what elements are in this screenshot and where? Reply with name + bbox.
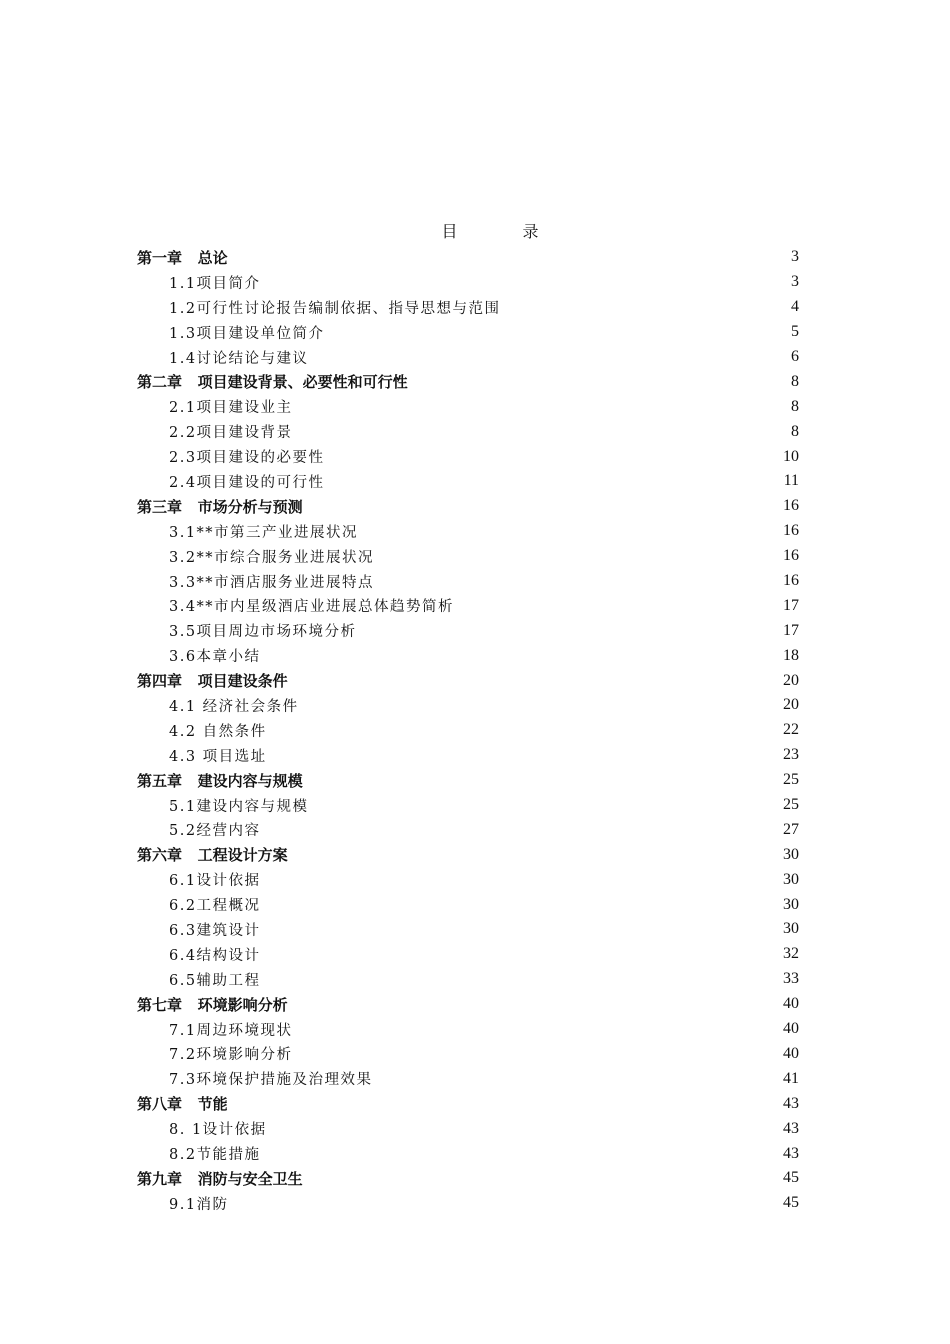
toc-section-entry[interactable]: [137, 593, 799, 618]
toc-entry-page-number: 25: [783, 796, 799, 814]
toc-chapter-entry[interactable]: [137, 668, 799, 693]
toc-section-entry[interactable]: [137, 270, 799, 295]
toc-entry-title: 5.1建设内容与规模: [169, 798, 309, 815]
toc-entry-page-number: 10: [783, 447, 799, 465]
toc-entry-page-number: 16: [783, 522, 799, 540]
toc-section-entry[interactable]: [137, 295, 799, 320]
toc-entry-title: 6.5辅助工程: [169, 972, 261, 989]
toc-entry-page-number: 20: [783, 696, 799, 714]
toc-entry-page-number: 32: [783, 945, 799, 963]
toc-section-entry[interactable]: [137, 967, 799, 992]
toc-entry-title: 5.2经营内容: [169, 823, 261, 840]
toc-entry-title: 3.2**市综合服务业进展状况: [169, 549, 375, 566]
toc-entry-page-number: 30: [783, 845, 799, 863]
toc-entry-title: 3.5项目周边市场环境分析: [169, 624, 357, 641]
toc-entry-page-number: 25: [783, 771, 799, 789]
toc-entry-page-number: 6: [791, 348, 799, 365]
toc-entry-title: 2.4项目建设的可行性: [169, 474, 325, 491]
toc-entry-title: 3.3**市酒店服务业进展特点: [169, 574, 375, 591]
toc-entry-title: 9.1消防: [169, 1196, 229, 1213]
toc-chapter-entry[interactable]: [137, 768, 799, 793]
toc-entry-page-number: 30: [783, 920, 799, 938]
toc-entry-title: 6.1设计依据: [169, 873, 261, 890]
toc-section-entry[interactable]: [137, 1017, 799, 1042]
toc-section-entry[interactable]: [137, 320, 799, 345]
toc-entry-title: 第九章 消防与安全卫生: [137, 1169, 303, 1188]
toc-entry-title: 第六章 工程设计方案: [137, 846, 288, 865]
toc-section-entry[interactable]: [137, 618, 799, 643]
toc-section-entry[interactable]: [137, 544, 799, 569]
toc-entry-title: 1.4讨论结论与建议: [169, 350, 309, 367]
toc-entry-title: 1.1项目简介: [169, 275, 261, 292]
toc-title: 目 录: [441, 222, 569, 241]
toc-section-entry[interactable]: [137, 793, 799, 818]
toc-entry-page-number: 43: [783, 1094, 799, 1112]
toc-section-entry[interactable]: [137, 469, 799, 494]
toc-entry-page-number: 30: [783, 895, 799, 913]
toc-entry-title: 2.2项目建设背景: [169, 425, 293, 442]
toc-chapter-entry[interactable]: [137, 1166, 799, 1191]
toc-entry-title: 第三章 市场分析与预测: [137, 497, 303, 516]
toc-entry-title: 1.3项目建设单位简介: [169, 325, 325, 342]
toc-entry-page-number: 8: [791, 372, 799, 390]
toc-section-entry[interactable]: [137, 1066, 799, 1091]
table-of-contents: [137, 245, 799, 1216]
toc-entry-page-number: 16: [783, 497, 799, 515]
toc-chapter-entry[interactable]: [137, 245, 799, 270]
toc-entry-page-number: 27: [783, 820, 799, 838]
toc-entry-title: 第四章 项目建设条件: [137, 672, 288, 691]
toc-section-entry[interactable]: [137, 1191, 799, 1216]
toc-entry-title: 4.1 经济社会条件: [169, 698, 299, 715]
toc-section-entry[interactable]: [137, 917, 799, 942]
toc-entry-page-number: 40: [783, 995, 799, 1013]
toc-entry-page-number: 3: [791, 248, 799, 266]
toc-entry-title: 6.3建筑设计: [169, 922, 261, 939]
toc-entry-title: 4.3 项目选址: [169, 748, 267, 765]
toc-entry-page-number: 45: [783, 1169, 799, 1187]
toc-entry-page-number: 8: [791, 422, 799, 440]
toc-section-entry[interactable]: [137, 817, 799, 842]
toc-entry-page-number: 16: [783, 572, 799, 590]
toc-entry-page-number: 23: [783, 746, 799, 764]
toc-entry-page-number: 18: [783, 646, 799, 664]
toc-entry-title: 6.2工程概况: [169, 898, 261, 915]
toc-section-entry[interactable]: [137, 419, 799, 444]
toc-entry-title: 7.3环境保护措施及治理效果: [169, 1072, 373, 1089]
toc-entry-page-number: 11: [783, 472, 799, 490]
toc-section-entry[interactable]: [137, 394, 799, 419]
toc-entry-title: 8.2节能措施: [169, 1147, 261, 1163]
toc-section-entry[interactable]: [137, 867, 799, 892]
toc-entry-page-number: 41: [783, 1069, 799, 1087]
toc-entry-page-number: 4: [791, 298, 799, 316]
toc-entry-page-number: 8: [791, 397, 799, 415]
toc-chapter-entry[interactable]: [137, 992, 799, 1017]
toc-entry-page-number: 40: [783, 1020, 799, 1038]
toc-entry-page-number: 17: [783, 621, 799, 639]
toc-section-entry[interactable]: [137, 569, 799, 594]
toc-entry-title: 6.4结构设计: [169, 947, 261, 964]
toc-section-entry[interactable]: [137, 693, 799, 718]
toc-entry-page-number: 40: [783, 1044, 799, 1062]
toc-chapter-entry[interactable]: [137, 842, 799, 867]
toc-entry-title: 第七章 环境影响分析: [137, 995, 288, 1014]
toc-section-entry[interactable]: [137, 1116, 799, 1141]
toc-entry-title: 第二章 项目建设背景、必要性和可行性: [137, 373, 408, 392]
toc-section-entry[interactable]: [137, 345, 799, 370]
toc-entry-title: 第五章 建设内容与规模: [137, 771, 303, 790]
toc-entry-title: 1.2可行性讨论报告编制依据、指导思想与范围: [169, 300, 501, 317]
toc-entry-page-number: 17: [783, 596, 799, 614]
toc-entry-title: 2.1项目建设业主: [169, 400, 293, 417]
toc-section-entry[interactable]: [137, 1141, 799, 1166]
toc-chapter-entry[interactable]: [137, 494, 799, 519]
toc-entry-page-number: 43: [783, 1119, 799, 1137]
toc-section-entry[interactable]: [137, 892, 799, 917]
toc-section-entry[interactable]: [137, 1042, 799, 1067]
toc-entry-page-number: 22: [783, 721, 799, 739]
toc-entry-title: 2.3项目建设的必要性: [169, 450, 325, 467]
toc-entry-page-number: 5: [791, 323, 799, 341]
toc-section-entry[interactable]: [137, 743, 799, 768]
toc-entry-page-number: 16: [783, 547, 799, 565]
toc-entry-page-number: 43: [783, 1144, 799, 1162]
toc-entry-page-number: 20: [783, 671, 799, 689]
toc-entry-title: 3.1**市第三产业进展状况: [169, 524, 359, 541]
toc-chapter-entry[interactable]: [137, 1091, 799, 1116]
toc-entry-title: 7.2环境影响分析: [169, 1047, 293, 1064]
toc-section-entry[interactable]: [137, 643, 799, 668]
toc-section-entry[interactable]: [137, 444, 799, 469]
toc-entry-title: 3.6本章小结: [169, 649, 261, 666]
toc-entry-title: 第八章 节能: [137, 1095, 228, 1114]
toc-section-entry[interactable]: [137, 718, 799, 743]
toc-entry-title: 3.4**市内星级酒店业进展总体趋势简析: [169, 599, 455, 616]
toc-entry-page-number: 3: [791, 273, 799, 291]
toc-entry-title: 第一章 总论: [137, 248, 228, 267]
toc-entry-title: 7.1周边环境现状: [169, 1022, 293, 1039]
toc-entry-page-number: 30: [783, 870, 799, 888]
toc-entry-title: 4.2 自然条件: [169, 723, 267, 740]
toc-entry-title: 8. 1设计依据: [169, 1122, 267, 1139]
toc-chapter-entry[interactable]: [137, 369, 799, 394]
toc-entry-page-number: 33: [783, 970, 799, 988]
toc-section-entry[interactable]: [137, 519, 799, 544]
toc-entry-page-number: 45: [783, 1194, 799, 1212]
toc-section-entry[interactable]: [137, 942, 799, 967]
